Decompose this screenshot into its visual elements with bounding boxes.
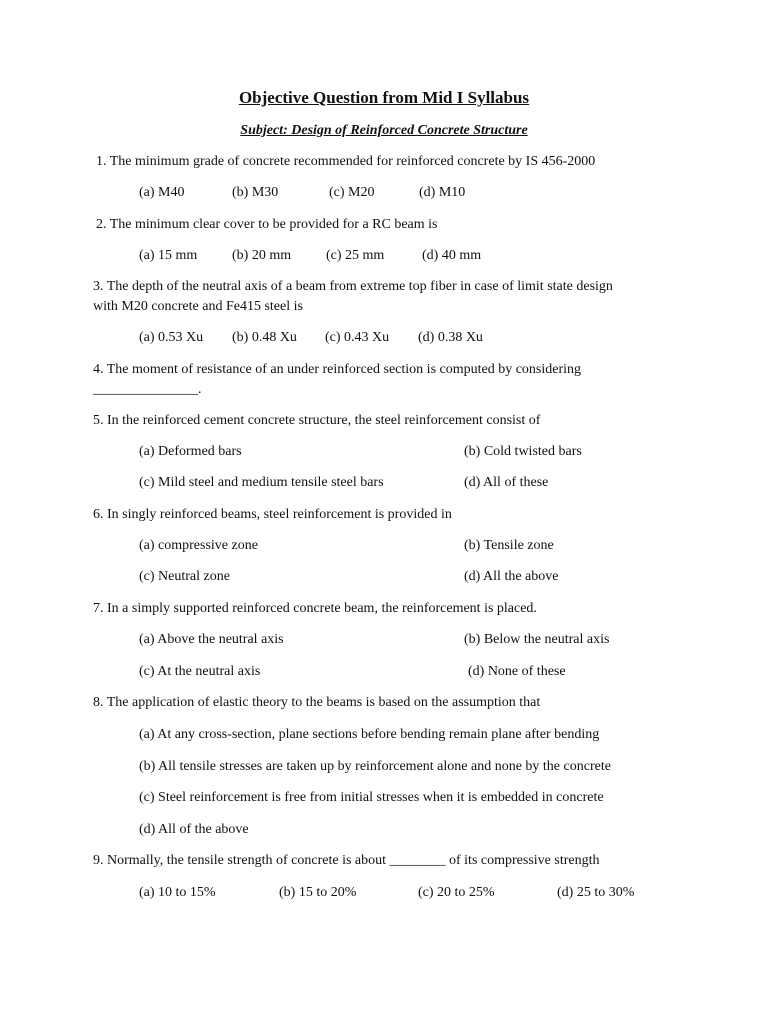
question-5-option-d: (d) All of these xyxy=(464,475,549,490)
question-8-option-a: (a) At any cross-section, plane sections before bending remain plane after bending xyxy=(139,727,600,742)
question-2-option-c: (c) 25 mm xyxy=(326,248,385,263)
question-5-option-c: (c) Mild steel and medium tensile steel bars xyxy=(139,475,384,490)
question-8-option-b: (b) All tensile stresses are taken up by reinforcement alone and none by the concrete xyxy=(139,759,611,774)
question-5-option-a: (a) Deformed bars xyxy=(139,444,242,459)
question-1-option-d: (d) M10 xyxy=(419,185,466,200)
question-9-option-a: (a) 10 to 15% xyxy=(139,885,216,900)
question-7-option-b: (b) Below the neutral axis xyxy=(464,632,610,647)
question-6-option-b: (b) Tensile zone xyxy=(464,538,554,553)
question-5-text: 5. In the reinforced cement concrete structure, the steel reinforcement consist of xyxy=(93,413,541,428)
question-1-text: 1. The minimum grade of concrete recommended for reinforced concrete by IS 456-2000 xyxy=(96,154,596,169)
question-9-option-c: (c) 20 to 25% xyxy=(418,885,495,900)
question-6-option-a: (a) compressive zone xyxy=(139,538,258,553)
question-7-text: 7. In a simply supported reinforced concrete beam, the reinforcement is placed. xyxy=(93,601,537,616)
question-7-option-d: (d) None of these xyxy=(468,664,566,679)
question-3-text-line-2: with M20 concrete and Fe415 steel is xyxy=(93,299,303,314)
question-9-option-b: (b) 15 to 20% xyxy=(279,885,357,900)
question-9-option-d: (d) 25 to 30% xyxy=(557,885,635,900)
question-6-option-d: (d) All the above xyxy=(464,569,559,584)
question-2-text: 2. The minimum clear cover to be provided for a RC beam is xyxy=(96,217,438,232)
question-3-option-c: (c) 0.43 Xu xyxy=(325,330,390,345)
question-3-option-d: (d) 0.38 Xu xyxy=(418,330,483,345)
question-8-text: 8. The application of elastic theory to the beams is based on the assumption that xyxy=(93,695,541,710)
question-1-option-b: (b) M30 xyxy=(232,185,279,200)
question-6-option-c: (c) Neutral zone xyxy=(139,569,230,584)
question-2-option-b: (b) 20 mm xyxy=(232,248,292,263)
question-2-option-d: (d) 40 mm xyxy=(422,248,482,263)
question-4-text-line-1: 4. The moment of resistance of an under reinforced section is computed by considering xyxy=(93,362,582,377)
question-4-text-line-2: _______________. xyxy=(93,382,202,397)
question-7-option-a: (a) Above the neutral axis xyxy=(139,632,284,647)
question-3-option-a: (a) 0.53 Xu xyxy=(139,330,204,345)
question-8-option-d: (d) All of the above xyxy=(139,822,249,837)
question-9-text: 9. Normally, the tensile strength of concrete is about ________ of its compressive strength xyxy=(93,853,600,868)
question-3-text-line-1: 3. The depth of the neutral axis of a beam from extreme top fiber in case of limit state design xyxy=(93,279,613,294)
question-6-text: 6. In singly reinforced beams, steel reinforcement is provided in xyxy=(93,507,452,522)
question-1-option-c: (c) M20 xyxy=(329,185,375,200)
question-1-option-a: (a) M40 xyxy=(139,185,185,200)
question-7-option-c: (c) At the neutral axis xyxy=(139,664,261,679)
question-3-option-b: (b) 0.48 Xu xyxy=(232,330,297,345)
question-5-option-b: (b) Cold twisted bars xyxy=(464,444,582,459)
question-2-option-a: (a) 15 mm xyxy=(139,248,198,263)
question-8-option-c: (c) Steel reinforcement is free from initial stresses when it is embedded in concrete xyxy=(139,790,604,805)
page-title: Objective Question from Mid I Syllabus xyxy=(238,88,530,107)
subject-heading: Subject: Design of Reinforced Concrete Structure xyxy=(240,123,528,138)
